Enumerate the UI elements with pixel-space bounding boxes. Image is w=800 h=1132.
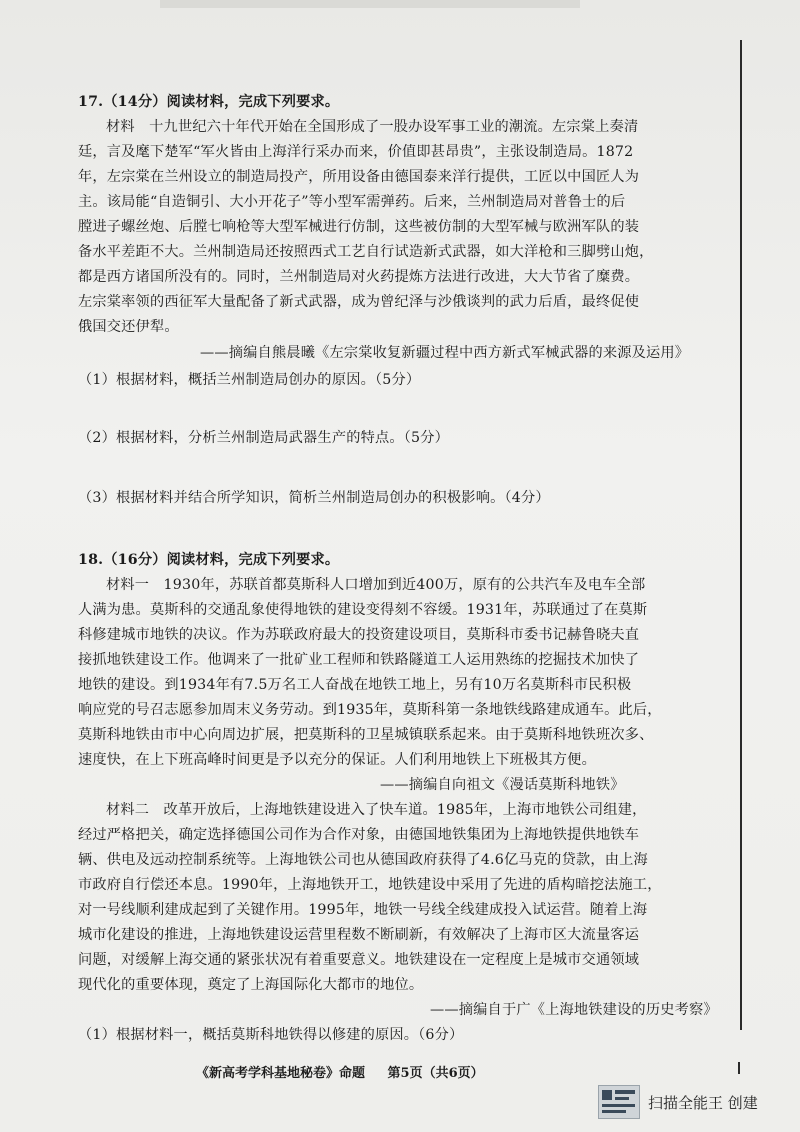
q18-material2-line: 辆、供电及远动控制系统等。上海地铁公司也从德国政府获得了4.6亿马克的贷款，由上海 [78, 852, 648, 868]
q17-task-2: （2）根据材料，分析兰州制造局武器生产的特点。（5分） [78, 430, 450, 446]
q17-task-1: （1）根据材料，概括兰州制造局创办的原因。（5分） [78, 372, 421, 388]
page-footer [196, 1062, 502, 1081]
q18-heading: 18.（16分）阅读材料，完成下列要求。 [78, 552, 340, 568]
footer-page-number: 第5页（共6页） [387, 1066, 484, 1081]
q18-source1: ——摘编自向祖文《漫话莫斯科地铁》 [380, 777, 625, 793]
binding-tick [738, 1062, 740, 1074]
q17-material-line: 主。该局能“自造铜引、大小开花子”等小型军需弹药。后来，兰州制造局对普鲁士的后 [78, 194, 626, 210]
q18-material1-line: 地铁的建设。到1934年有7.5万名工人奋战在地铁工地上，另有10万名莫斯科市民积极 [78, 677, 632, 693]
binding-line [740, 40, 742, 1030]
q18-material1-line: 速度快，在上下班高峰时间更是予以充分的保证。人们利用地铁上下班极其方便。 [78, 752, 596, 768]
q17-material-line: 备水平差距不大。兰州制造局还按照西式工艺自行试造新式武器，如大洋枪和三脚劈山炮， [78, 244, 654, 260]
watermark-text: 扫描全能王 创建 [648, 1093, 758, 1112]
q18-material2-line: 对一号线顺利建成起到了关键作用。1995年，地铁一号线全线建成投入试运营。随着上海 [78, 902, 648, 918]
q18-source2: ——摘编自于广《上海地铁建设的历史考察》 [430, 1002, 718, 1018]
q18-material2-line: 城市化建设的推进，上海地铁建设运营里程数不断刷新，有效解决了上海市区大流量客运 [78, 927, 640, 943]
q17-material-line: 廷，言及麾下楚军“军火皆由上海洋行采办而来，价值即甚昂贵”，主张设制造局。1872 [78, 144, 634, 160]
q17-material-line: 膛进子螺丝炮、后膛七响枪等大型军械进行仿制，这些被仿制的大型军械与欧洲军队的装 [78, 219, 640, 235]
q18-material1-line: 科修建城市地铁的决议。作为苏联政府最大的投资建设项目，莫斯科市委书记赫鲁晓夫直 [78, 627, 640, 643]
q17-material-line: 年，左宗棠在兰州设立的制造局投产，所用设备由德国泰来洋行提供，工匠以中国匠人为 [78, 169, 640, 185]
q18-material1-line: 人满为患。莫斯科的交通乱象使得地铁的建设变得刻不容缓。1931年，苏联通过了在莫斯 [78, 602, 648, 618]
q18-material1-line: 响应党的号召志愿参加周末义务劳动。到1935年，莫斯科第一条地铁线路建成通车。此后， [78, 702, 662, 718]
q18-material2-line: 材料二 改革开放后，上海地铁建设进入了快车道。1985年，上海市地铁公司组建， [106, 802, 647, 818]
scan-smudge [160, 0, 580, 8]
q18-material2-line: 市政府自行偿还本息。1990年，上海地铁开工，地铁建设中采用了先进的盾构暗挖法施工， [78, 877, 662, 893]
footer-title: 《新高考学科基地秘卷》命题 [196, 1066, 366, 1081]
q18-material2-line: 问题，对缓解上海交通的紧张状况有着重要意义。地铁建设在一定程度上是城市交通领域 [78, 952, 640, 968]
q17-material-line: 材料 十九世纪六十年代开始在全国形成了一股办设军事工业的潮流。左宗棠上奏清 [106, 119, 639, 135]
q18-material1-line: 接抓地铁建设工作。他调来了一批矿业工程师和铁路隧道工人运用熟练的挖掘技术加快了 [78, 652, 640, 668]
q17-material-line: 俄国交还伊犁。 [78, 319, 179, 335]
q17-material-line: 都是西方诸国所没有的。同时，兰州制造局对火药提炼方法进行改进，大大节省了糜费。 [78, 269, 640, 285]
q17-material-line: 左宗棠率领的西征军大量配备了新式武器，成为曾纪泽与沙俄谈判的武力后盾，最终促使 [78, 294, 640, 310]
camscanner-logo-icon [598, 1085, 640, 1119]
q18-material1-line: 材料一 1930年，苏联首都莫斯科人口增加到近400万，原有的公共汽车及电车全部 [106, 577, 646, 593]
q17-source: ——摘编自熊晨曦《左宗棠收复新疆过程中西方新式军械武器的来源及运用》 [200, 345, 690, 361]
q18-material1-line: 莫斯科地铁由市中心向周边扩展，把莫斯科的卫星城镇联系起来。由于莫斯科地铁班次多、 [78, 727, 654, 743]
scanner-watermark [598, 1085, 758, 1119]
q18-material2-line: 经过严格把关，确定选择德国公司作为合作对象，由德国地铁集团为上海地铁提供地铁车 [78, 827, 640, 843]
q17-heading: 17.（14分）阅读材料，完成下列要求。 [78, 94, 340, 110]
q17-task-3: （3）根据材料并结合所学知识，简析兰州制造局创办的积极影响。（4分） [78, 490, 550, 506]
q18-task-1: （1）根据材料一，概括莫斯科地铁得以修建的原因。（6分） [78, 1027, 464, 1043]
q18-material2-line: 现代化的重要体现，奠定了上海国际化大都市的地位。 [78, 977, 424, 993]
